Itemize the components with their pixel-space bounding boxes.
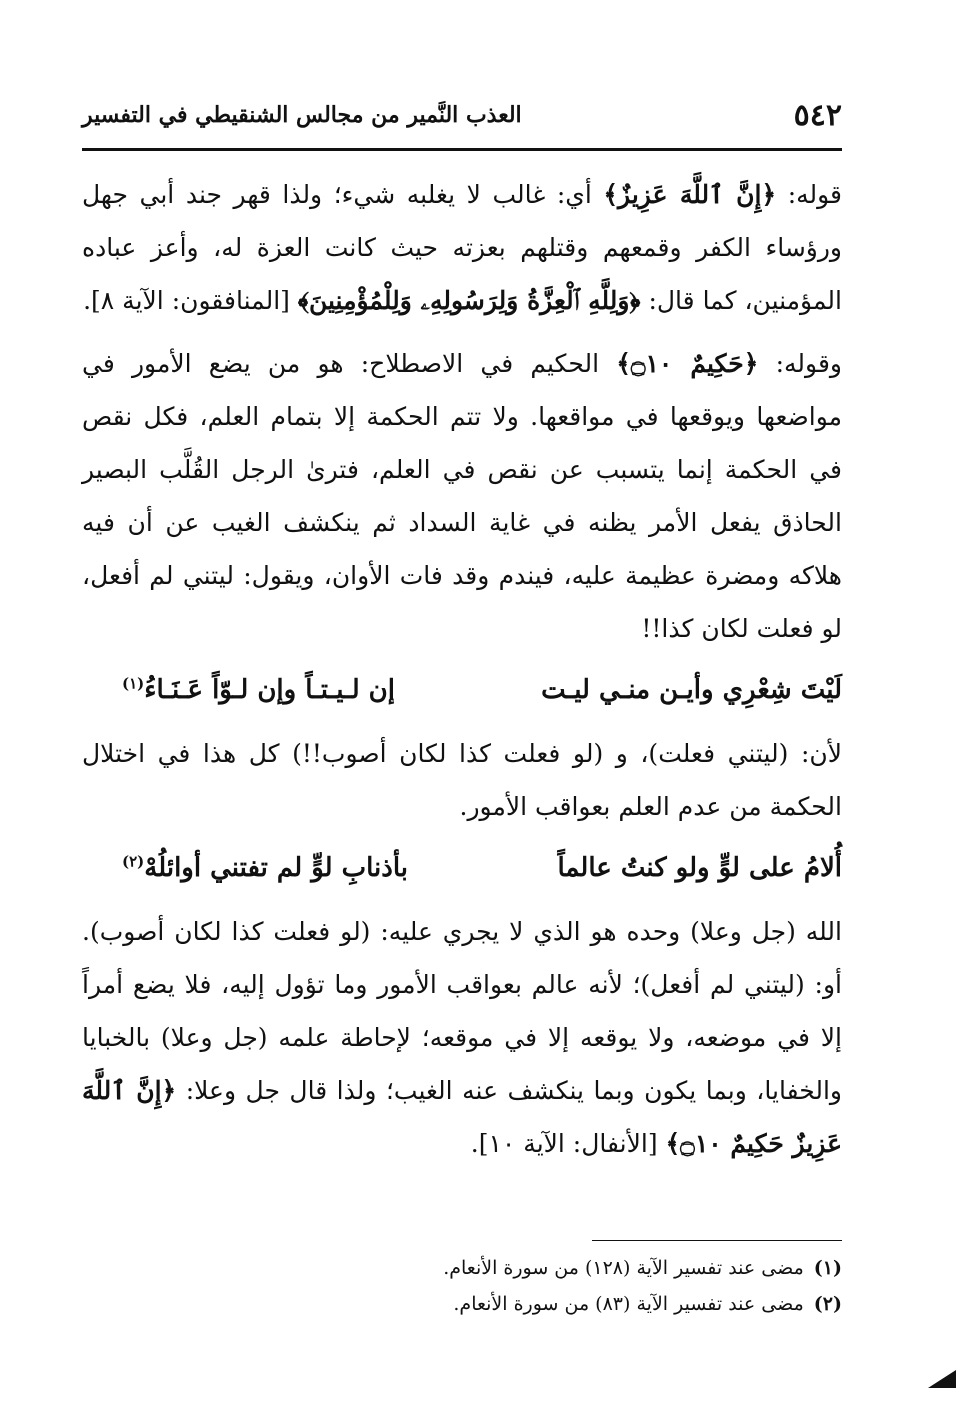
footnote-text: مضى عند تفسير الآية (٨٣) من سورة الأنعام. <box>453 1293 804 1315</box>
footnotes <box>82 1250 842 1322</box>
page-corner-triangle-icon <box>928 1370 956 1388</box>
quran-quote: ﴿حَكِيمٌ ۝١٠﴾ <box>616 349 759 378</box>
header-rule <box>82 148 842 151</box>
paragraph-4: الله (جل وعلا) وحده هو الذي لا يجري عليه: (لو فعلت كذا لكان أصوب). أو: (ليتني لم أفعل)؛ لأنه عالم بعواقب الأمور وما تؤول إليه، فلا يضع أمراً إلا في موضعه، ولا يوقعه إلا في موقعه؛ لإحاطة علمه (جل وعلا) بالخبايا والخفايا، وبما يكون وبما ينكشف عنه الغيب؛ ولذا قال جل وعلا: ﴿إِنَّ ٱللَّهَ عَزِيزٌ حَكِيمٌ ۝١٠﴾ [الأنفال: الآية ١٠]. <box>82 917 842 1158</box>
page-number: ٥٤٢ <box>793 98 842 133</box>
verse-hemistich: إن لـيـتـاً وإن لـوّاً عَـنَـاءُ$^{(١)}$ <box>122 674 396 705</box>
footnote-2 <box>82 1286 842 1322</box>
poetry-verse-2 <box>82 839 842 897</box>
footnote-text: مضى عند تفسير الآية (١٢٨) من سورة الأنعام. <box>443 1257 804 1279</box>
book-title: العذب النَّمير من مجالس الشنقيطي في التفسير <box>82 102 522 128</box>
verse-hemistich: بأذنابِ لوٍّ لم تفتني أوائلُهْ$^{(٢)}$ <box>122 852 408 883</box>
paragraph-1: قوله: ﴿إِنَّ ٱللَّهَ عَزِيزٌ﴾ أي: غالب لا يغلبه شيء؛ ولذا قهر جند أبي جهل ورؤساء الكفر وقمعهم وقتلهم بعزته حيث كانت العزة له، وأعز عباده المؤمنين، كما قال: ﴿وَلِلَّهِ ٱلْعِزَّةُ وَلِرَسُولِهِۦ وَلِلْمُؤْمِنِينَ﴾ [المنافقون: الآية ٨]. <box>82 180 843 315</box>
paragraph-2: وقوله: ﴿حَكِيمٌ ۝١٠﴾ الحكيم في الاصطلاح: هو من يضع الأمور في مواضعها ويوقعها في مواقعها. ولا تتم الحكمة إلا بتمام العلم، فكل نقص في الحكمة إنما يتسبب عن نقص في العلم، فترىٰ الرجل القُلَّب البصير الحاذق يفعل الأمر يظنه في غاية السداد ثم ينكشف الغيب عن أن فيه هلاكه ومضرة عظيمة عليه، فيندم وقد فات الأوان، ويقول: ليتني لم أفعل، لو فعلت لكان كذا!! <box>82 349 842 643</box>
main-text <box>82 168 842 1174</box>
citation: [الأنفال: الآية ١٠]. <box>470 1129 666 1158</box>
footnote-number: (١) <box>813 1257 842 1279</box>
citation: [المنافقون: الآية ٨]. <box>83 286 298 315</box>
footnote-1 <box>82 1250 842 1286</box>
running-header <box>82 92 842 144</box>
quran-quote: ﴿وَلِلَّهِ ٱلْعِزَّةُ وَلِرَسُولِهِۦ وَلِلْمُؤْمِنِينَ﴾ <box>297 286 641 315</box>
quran-quote: ﴿إِنَّ ٱللَّهَ عَزِيزٌ حَكِيمٌ ۝١٠﴾ <box>82 1076 842 1158</box>
footnote-number: (٢) <box>813 1293 842 1315</box>
footnote-rule <box>592 1240 842 1241</box>
footnote-marker: (٢) <box>122 852 145 871</box>
verse-hemistich: لَيْتَ شِعْرِي وأيـن منـي ليـت <box>541 675 842 705</box>
paragraph-3: لأن: (ليتني فعلت)، و (لو فعلت كذا لكان أصوب!!) كل هذا في اختلال الحكمة من عدم العلم بعواقب الأمور. <box>82 739 842 821</box>
footnote-marker: (١) <box>122 674 145 693</box>
verse-hemistich: أُلامُ على لوٍّ ولو كنتُ عالماً <box>557 853 842 883</box>
poetry-verse-1 <box>82 661 842 719</box>
quran-quote: ﴿إِنَّ ٱللَّهَ عَزِيزٌ﴾ <box>603 180 777 209</box>
